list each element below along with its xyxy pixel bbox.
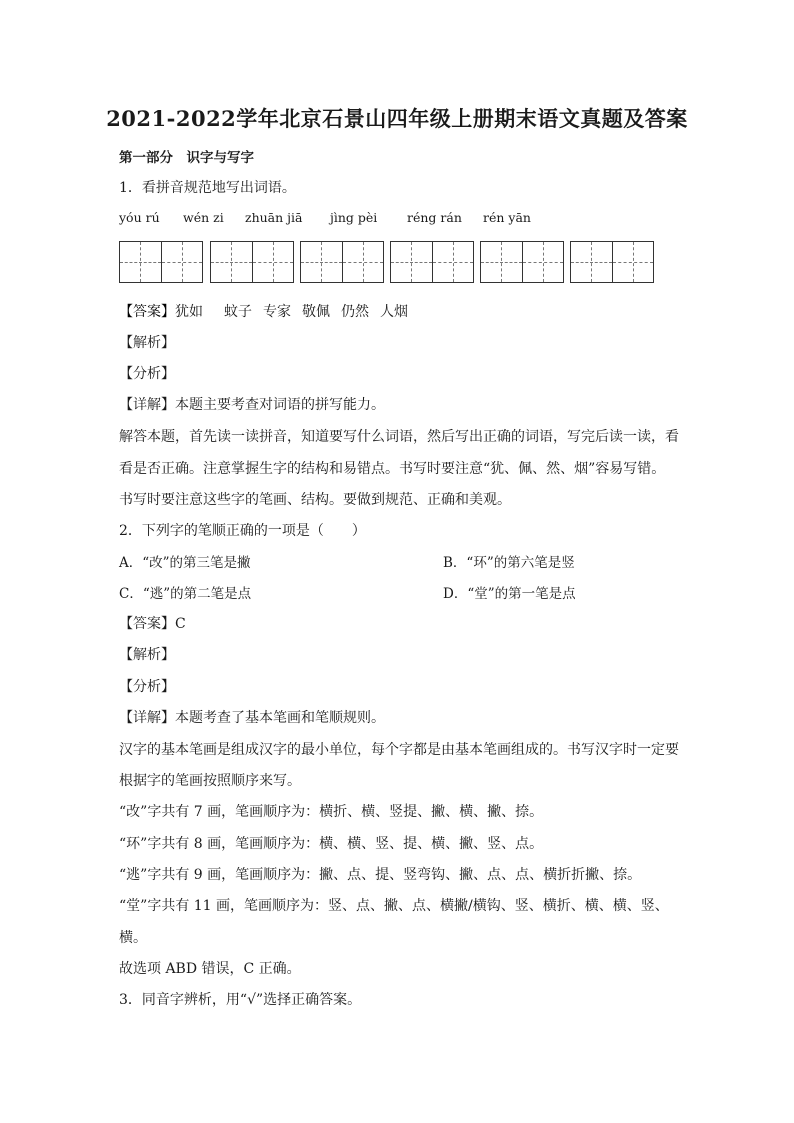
detail-text: 本题考查了基本笔画和笔顺规则。 (175, 710, 385, 726)
paragraph-line: “逃”字共有 9 画，笔画顺序为：撇、点、提、竖弯钩、撇、点、点、横折折撇、捺。 (119, 867, 642, 883)
option-a[interactable]: A．“改”的第三笔是撇 (119, 555, 251, 571)
detail-text: 本题主要考查对词语的拼写能力。 (175, 397, 385, 413)
answer-word: 蚊子 (224, 304, 252, 320)
detail-tag: 【详解】 (119, 710, 175, 726)
question-1-answer (119, 301, 419, 321)
grid-cell[interactable] (211, 242, 252, 282)
question-2-stem: 2．下列字的笔顺正确的一项是（ ） (119, 523, 366, 539)
detail-tag: 【详解】 (119, 397, 175, 413)
paragraph-line: 汉字的基本笔画是组成汉字的最小单位，每个字都是由基本笔画组成的。书写汉字时一定要 (119, 742, 679, 758)
writing-grid[interactable] (390, 241, 474, 283)
grid-cell[interactable] (301, 242, 342, 282)
analysis-tag: 【解析】 (119, 647, 175, 663)
writing-grid[interactable] (570, 241, 654, 283)
grid-cell[interactable] (522, 242, 564, 282)
pinyin-item: zhuān jiā (245, 210, 303, 225)
grid-cell[interactable] (391, 242, 432, 282)
paragraph-line: 看是否正确。注意掌握生字的结构和易错点。书写时要注意“犹、佩、然、烟”容易写错。 (119, 461, 666, 477)
paragraph-line: “堂”字共有 11 画，笔画顺序为：竖、点、撇、点、横撇/横钩、竖、横折、横、横、竖、 (119, 898, 669, 914)
pinyin-row (119, 210, 679, 228)
grid-cell[interactable] (342, 242, 384, 282)
page-title: 2021-2022学年北京石景山四年级上册期末语文真题及答案 (106, 106, 688, 131)
analysis-tag: 【解析】 (119, 335, 175, 351)
paragraph-line: 故选项 ABD 错误，C 正确。 (119, 961, 301, 977)
grid-cell[interactable] (432, 242, 474, 282)
grid-cell[interactable] (571, 242, 612, 282)
question-2-answer (119, 613, 186, 633)
paragraph-line: 横。 (119, 930, 147, 946)
paragraph-line: 根据字的笔画按照顺序来写。 (119, 773, 301, 789)
pinyin-item: yóu rú (119, 210, 160, 225)
answer-tag: 【答案】 (119, 304, 175, 320)
grid-cell[interactable] (161, 242, 203, 282)
pinyin-item: wén zi (183, 210, 224, 225)
pinyin-item: rén yān (483, 210, 531, 225)
section-heading: 第一部分 识字与写字 (119, 150, 254, 166)
paragraph-line: “环”字共有 8 画，笔画顺序为：横、横、竖、提、横、撇、竖、点。 (119, 836, 544, 852)
option-b[interactable]: B．“环”的第六笔是竖 (443, 555, 575, 571)
question-3-stem: 3．同音字辨析，用“√”选择正确答案。 (119, 992, 362, 1008)
paragraph-line: 书写时要注意这些字的笔画、结构。要做到规范、正确和美观。 (119, 492, 511, 508)
grid-cell[interactable] (481, 242, 522, 282)
option-c[interactable]: C．“逃”的第二笔是点 (119, 586, 252, 602)
fenxi-tag: 【分析】 (119, 679, 175, 695)
grid-cell[interactable] (612, 242, 654, 282)
answer-word: 人烟 (380, 304, 408, 320)
pinyin-item: réng rán (407, 210, 462, 225)
writing-grid[interactable] (210, 241, 294, 283)
pinyin-item: jìng pèi (330, 210, 378, 225)
writing-grid[interactable] (119, 241, 203, 283)
answer-word: 犹如 (175, 304, 203, 320)
writing-grid[interactable] (480, 241, 564, 283)
answer-word: 仍然 (341, 304, 369, 320)
question-1-stem: 1．看拼音规范地写出词语。 (119, 180, 296, 196)
paragraph-line: “改”字共有 7 画，笔画顺序为：横折、横、竖提、撇、横、撇、捺。 (119, 804, 544, 820)
paragraph-line: 解答本题，首先读一读拼音，知道要写什么词语，然后写出正确的词语，写完后读一读，看 (119, 429, 679, 445)
grid-cell[interactable] (252, 242, 294, 282)
writing-grid-row (119, 241, 659, 283)
detail-line (119, 707, 385, 727)
fenxi-tag: 【分析】 (119, 366, 175, 382)
detail-line (119, 394, 385, 414)
option-d[interactable]: D．“堂”的第一笔是点 (443, 586, 576, 602)
answer-word: 专家 (263, 304, 291, 320)
grid-cell[interactable] (120, 242, 161, 282)
answer-tag: 【答案】 (119, 616, 175, 632)
answer-value: C (175, 616, 186, 632)
answer-word: 敬佩 (302, 304, 330, 320)
writing-grid[interactable] (300, 241, 384, 283)
